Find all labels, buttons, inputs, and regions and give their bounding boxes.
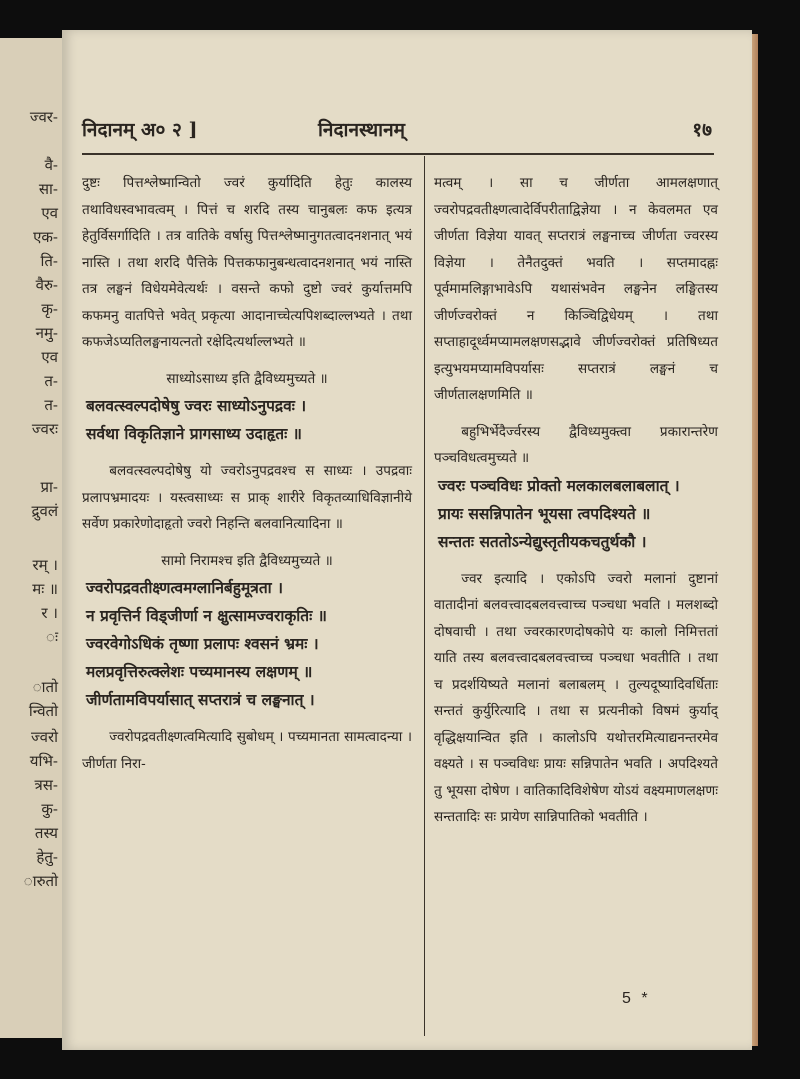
right-column: [434, 170, 718, 831]
facing-page-fragment: हेतु-: [36, 848, 58, 866]
text-block: जीर्णतामविपर्यासात् सप्तरात्रं च लङ्घनात् ।: [86, 690, 315, 709]
text-block: सर्वथा विकृतिज्ञाने प्रागसाध्य उदाहृतः ॥: [86, 424, 302, 443]
facing-page-fragment: ति-: [40, 252, 58, 270]
text-block: ज्वरोपद्रवतीक्ष्णत्वमित्यादि सुबोधम् । पच्यमानता सामत्वादन्या । जीर्णता निरा-: [82, 729, 412, 772]
left-column: [82, 170, 412, 777]
facing-page-fragment: न्वितो: [28, 702, 58, 720]
facing-page-fragment: कु-: [41, 800, 58, 818]
facing-page-fragment: त्रस-: [34, 776, 58, 794]
facing-page-fragment: एक-: [33, 228, 58, 246]
header-left: निदानम् अ० २ ]: [82, 119, 198, 141]
text-block: ज्वरवेगोऽधिकं तृष्णा प्रलापः श्वसनं भ्रमः ।: [86, 634, 319, 653]
facing-page-fragment: ज्वर-: [29, 108, 58, 126]
text-block: मलप्रवृत्तिरुत्क्लेशः पच्यमानस्य लक्षणम् ॥: [86, 662, 313, 681]
facing-page-fragment: कृ-: [41, 300, 58, 318]
facing-page-fragment: द्रुवलं: [31, 502, 58, 520]
text-block: ज्वरोपद्रवतीक्ष्णत्वमग्लानिर्बहुमूत्रता ।: [86, 578, 283, 597]
facing-page-fragment: प्रा-: [40, 478, 58, 496]
text-block: साध्योऽसाध्य इति द्वैविध्यमुच्यते ॥: [166, 370, 328, 387]
facing-page-fragment: ज्वरो: [31, 728, 58, 746]
facing-page-fragment: ातो: [32, 678, 58, 696]
text-block: न प्रवृत्तिर्न विड्जीर्णा न क्षुत्सामज्वराकृतिः ॥: [86, 606, 327, 625]
facing-page-edge: [0, 38, 64, 1038]
footer-asterisk: *: [641, 990, 648, 1007]
facing-page-fragment: एव: [41, 204, 58, 222]
footer: [622, 990, 654, 1008]
facing-page-fragment: यभि-: [29, 752, 58, 770]
text-block: बहुभिर्भेदैर्ज्वरस्य द्वैविध्यमुक्त्वा प्रकारान्तरेण पञ्चविधत्वमुच्यते ॥: [434, 423, 718, 466]
facing-page-fragment: मः ॥: [32, 580, 58, 598]
running-header: [82, 116, 712, 146]
facing-page-fragment: ारुतो: [23, 872, 58, 890]
signature-mark: 5: [622, 990, 631, 1007]
facing-page-fragment: वै-: [44, 156, 58, 174]
text-block: सन्ततः सततोऽन्येद्युस्तृतीयकचतुर्थकौ ।: [438, 531, 647, 551]
facing-page-fragment: वैरु-: [35, 276, 58, 294]
text-block: प्रायः ससन्निपातेन भूयसा त्वपदिश्यते ॥: [438, 503, 651, 523]
column-divider: [424, 156, 425, 1036]
facing-page-fragment: त-: [44, 372, 58, 390]
page-number: १७: [692, 119, 712, 141]
facing-page-fragment: एव: [41, 348, 58, 366]
text-block: मत्वम् । सा च जीर्णता आमलक्षणात् ज्वरोपद्रवतीक्ष्णत्वादेर्विपरीताद्विज्ञेया । न केवलमत एव जीर्णता विज्ञेया यावत् सप्तरात्रं लङ्घनाच्च जीर्णता ज्वरस्य विज्ञेया । तेनैतदुक्तं भवति । सप्तमादह्नः पूर्वमामलिङ्गाभावेऽपि यथासंभवेन लङ्घनेन लङ्घितस्य जीर्णज्वरोक्तं न किञ्चिद्विधेयम् । तथा सप्ताहादूर्ध्वमप्यामलक्षणसद्भावे जीर्णज्वरोक्तं प्रतिषिध्यत इत्युभयमप्यामविपर्यासः सप्तरात्रं लङ्घनं च जीर्णतालक्षणमिति ॥: [434, 175, 718, 403]
book-page: [62, 30, 752, 1050]
facing-page-fragment: सा-: [38, 180, 58, 198]
facing-page-fragment: र ।: [41, 604, 58, 622]
text-block: ज्वर इत्यादि । एकोऽपि ज्वरो मलानां दुष्टानां वातादीनां बलवत्त्वादबलवत्त्वाच्च पञ्चधा भवति । मलशब्दो दोषवाची । तथा ज्वरकारणदोषकोपे यः कालो निमित्ततां याति तस्य बलवत्त्वादबलवत्त्वाच्च पञ्चधा भवतीति । तथा च प्रदर्शयिष्यते मलानां बलाबलम् । तुल्यदूष्यादिवर्धिताः सन्ततं कुर्युरित्यादि । तथा स प्रत्यनीको विषमं कुर्याद् वृद्धिक्षयान्वित इति । कालोऽपि यथोत्तरमित्याद्यनन्तरमेव वक्ष्यते । स पञ्चविधः प्रायः सन्निपातेन भवति । अपदिश्यते तु भूयसा दोषेण । वातिकादिविशेषेण योऽयं वक्ष्यमाणलक्षणः सन्ततादिः सः प्रायेण सान्निपातिको भवतीति ।: [434, 570, 718, 825]
facing-page-fragment: ज्वरः: [31, 420, 58, 438]
facing-page-fragment: तस्य: [34, 824, 58, 842]
page-edge: [752, 34, 758, 1046]
text-block: बलवत्स्वल्पदोषेषु ज्वरः साध्योऽनुपद्रवः ।: [86, 396, 307, 415]
header-rule: [82, 153, 714, 155]
facing-page-fragment: त-: [44, 396, 58, 414]
facing-page-fragment: नमु-: [35, 324, 58, 342]
text-block: बलवत्स्वल्पदोषेषु यो ज्वरोऽनुपद्रवश्च स साध्यः । उपद्रवाः प्रलापभ्रमादयः । यस्त्वसाध्यः स प्राक् शारीरे विकृतव्याधिविज्ञानीये सर्वेण प्रकारेणोदाहृतो ज्वरो निहन्ति बलवानित्यादिना ॥: [82, 463, 412, 532]
text-block: सामो निरामश्च इति द्वैविध्यमुच्यते ॥: [161, 552, 333, 569]
text-block: दुष्टः पित्तश्लेष्मान्वितो ज्वरं कुर्यादिति हेतुः कालस्य तथाविधस्वभावत्वम् । पित्तं च शरदि तस्य चानुबलः कफ इत्यत्र हेतुर्विसर्गादिति । तत्र वातिके वर्षासु पित्तश्लेष्मानुगतत्वादनशनात् भयं नास्ति । तथा शरदि पैत्तिके पित्तकफानुबन्धत्वादनशनात् भयं नास्ति तत्र लङ्घनं विधेयमेवेत्यर्थः । वसन्ते कफो दुष्टो ज्वरं कुर्यात्तमपि कफमनु वातपित्ते भवेत् प्रकृत्या आदानाच्चेत्यपिशब्दाल्लभ्यते । तथा कफजेऽप्यतिलङ्घनायत्नतो रक्षेदित्यर्थाल्लभ्यते ॥: [82, 175, 412, 350]
facing-page-fragment: ः: [46, 628, 58, 646]
facing-page-fragment: रम् ।: [32, 556, 58, 574]
text-block: ज्वरः पञ्चविधः प्रोक्तो मलकालबलाबलात् ।: [438, 475, 680, 495]
header-title: निदानस्थानम्: [318, 119, 406, 141]
